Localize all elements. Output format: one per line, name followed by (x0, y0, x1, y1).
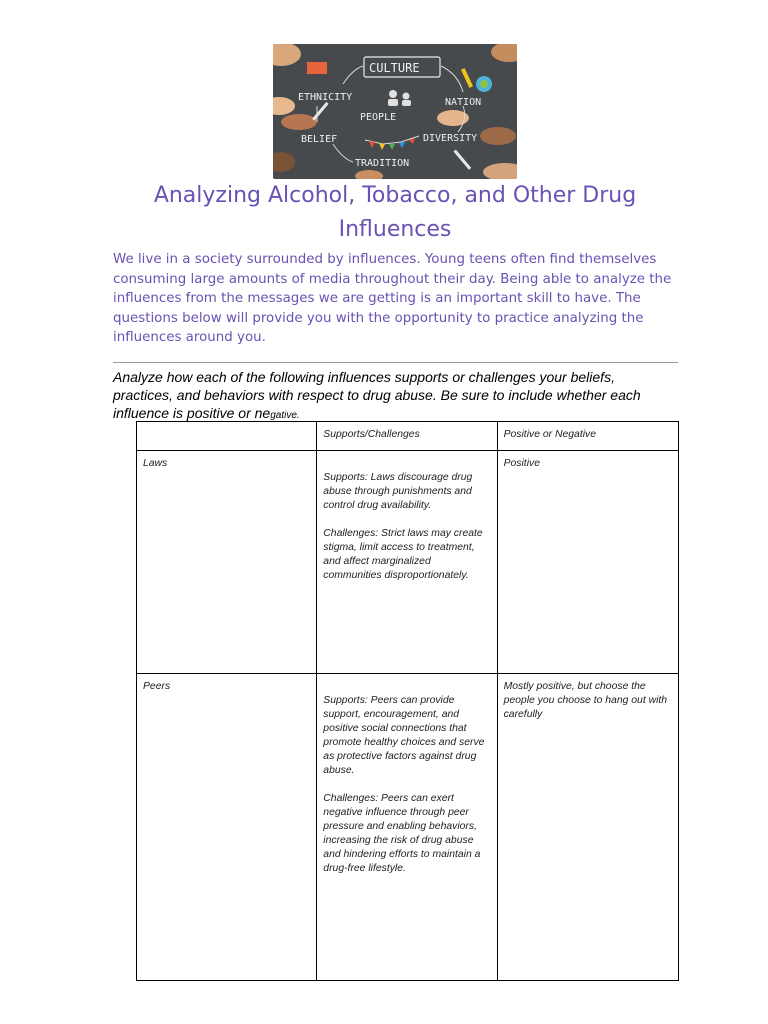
influence-table (136, 421, 679, 981)
supports-text: Supports: Peers can provide support, encouragement, and positive social connections that promote healthy choices and serve as protective factors against drug abuse. (323, 695, 485, 776)
challenges-text: Challenges: Peers can exert negative influence through peer pressure and enabling behaviors, increasing the risk of drug abuse and hindering efforts to maintain a drug-free lifestyle. (323, 793, 481, 874)
hand-shape (281, 114, 317, 130)
word-diversity: DIVERSITY (423, 133, 478, 144)
hand-shape (480, 127, 516, 145)
influence-cell-peers[interactable]: Peers (137, 674, 317, 981)
table-header-row (137, 422, 679, 451)
header-cell-supports-challenges: Supports/Challenges (317, 422, 497, 451)
word-nation: NATION (445, 97, 482, 108)
marker-accent (307, 62, 327, 74)
rating-cell-laws[interactable]: Positive (497, 451, 678, 674)
influence-cell-laws[interactable]: Laws (137, 451, 317, 674)
word-people: PEOPLE (360, 112, 397, 123)
supports-text: Supports: Laws discourage drug abuse through punishments and control drug availability. (323, 472, 473, 511)
supports-challenges-cell-peers[interactable] (317, 674, 497, 981)
word-belief: BELIEF (301, 134, 338, 145)
supports-challenges-cell-laws[interactable] (317, 451, 497, 674)
chalkboard-illustration (273, 44, 517, 179)
section-divider (113, 362, 678, 363)
word-tradition: TRADITION (355, 158, 410, 169)
challenges-text: Challenges: Strict laws may create stigma, limit access to treatment, and affect marginalized communities disproportionately. (323, 528, 483, 581)
instructions-text (113, 368, 673, 425)
header-chalkboard-image (273, 44, 517, 179)
word-ethnicity: ETHNICITY (298, 92, 353, 103)
instructions-main: Analyze how each of the following influences supports or challenges your beliefs, practices, and behaviors with respect to drug abuse. Be sure to include whether each influence is positive or ne (113, 369, 641, 421)
rating-cell-peers[interactable]: Mostly positive, but choose the people you choose to hang out with carefully (497, 674, 678, 981)
table-row (137, 451, 679, 674)
header-cell-positive-negative: Positive or Negative (497, 422, 678, 451)
instructions-tail: gative. (270, 410, 300, 421)
header-cell-blank (137, 422, 317, 451)
table-row (137, 674, 679, 981)
page-title: Analyzing Alcohol, Tobacco, and Other Drug Influences (153, 183, 637, 242)
word-culture: CULTURE (369, 61, 420, 75)
intro-paragraph: We live in a society surrounded by influences. Young teens often find themselves consuming large amounts of media throughout their day. Being able to analyze the influences from the messages we are getting is an important skill to have. The questions below will provide you with the opportunity to practice analyzing the influences around you. (113, 252, 672, 346)
